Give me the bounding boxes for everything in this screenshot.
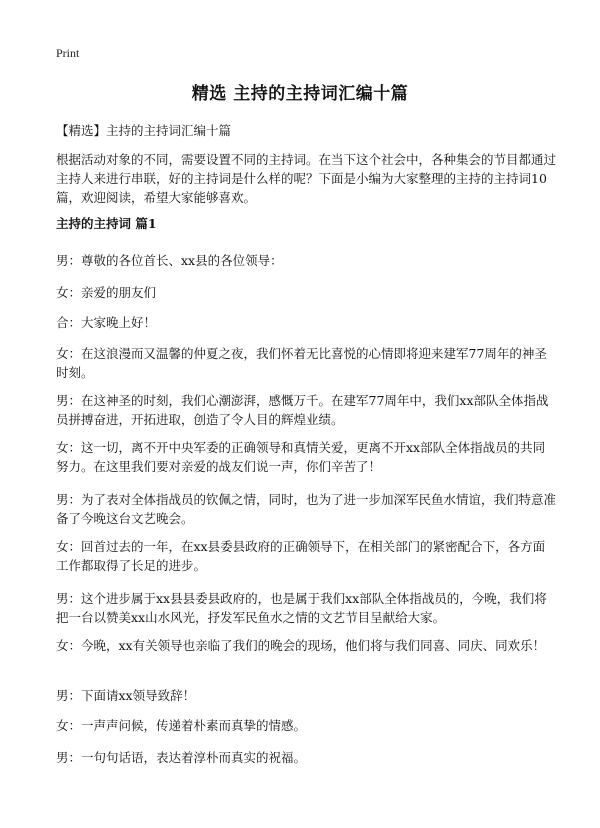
dialogue-line: 合：大家晚上好！	[56, 315, 157, 330]
dialogue-line: 女：亲爱的朋友们	[56, 285, 157, 300]
dialogue-line: 女：今晚，xx有关领导也亲临了我们的晚会的现场，他们将与我们同喜、同庆、同欢乐！	[56, 638, 546, 653]
dialogue-line: 男：尊敬的各位首长、xx县的各位领导：	[56, 253, 283, 268]
dialogue-line: 男：下面请xx领导致辞！	[56, 688, 196, 703]
dialogue-line: 男：为了表对全体指战员的钦佩之情，同时，也为了进一步加深军民鱼水情谊，我们特意准备了今晚这台文艺晚会。	[56, 492, 557, 526]
dialogue-line: 女：一声声问候，传递着朴素而真挚的情感。	[56, 718, 307, 733]
page-title: 精选 主持的主持词汇编十篇	[191, 84, 409, 104]
dialogue-line: 男：这个进步属于xx县县委县政府的，也是属于我们xx部队全体指战员的，今晚，我们将把一台以赞美xx山水风光，抒发军民鱼水之情的文艺节目呈献给大家。	[56, 591, 547, 625]
dialogue-line: 男：一句句话语，表达着淳朴而真实的祝福。	[56, 750, 307, 765]
document-subtitle: 【精选】主持的主持词汇编十篇	[56, 123, 232, 138]
print-label[interactable]: Print	[56, 46, 80, 60]
dialogue-line: 女：回首过去的一年，在xx县委县政府的正确领导下，在相关部门的紧密配合下，各方面工作都取得了长足的进步。	[56, 539, 546, 573]
dialogue-line: 女：在这浪漫而又温馨的仲夏之夜，我们怀着无比喜悦的心情即将迎来建军77周年的神圣时刻。	[56, 346, 547, 380]
intro-paragraph: 根据活动对象的不同，需要设置不同的主持词。在当下这个社会中，各种集会的节目都通过主持人来进行串联，好的主持词是什么样的呢？下面是小编为大家整理的主持的主持词10篇，欢迎阅读，希望大家能够喜欢。	[56, 152, 557, 205]
dialogue-line: 女：这一切，离不开中央军委的正确领导和真情关爱，更离不开xx部队全体指战员的共同努力。在这里我们要对亲爱的战友们说一声，你们辛苦了！	[56, 440, 546, 474]
section-heading: 主持的主持词 篇1	[56, 216, 157, 231]
dialogue-line: 男：在这神圣的时刻，我们心潮澎湃，感慨万千。在建军77周年中，我们xx部队全体指战员拼搏奋进，开拓进取，创造了令人目的辉煌业绩。	[56, 393, 549, 427]
